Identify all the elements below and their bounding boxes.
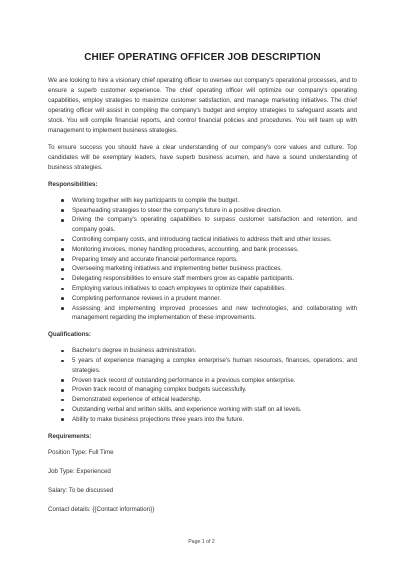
requirements-heading: Requirements:	[48, 432, 92, 440]
list-item: 5 years of experience managing a complex enterprise's human resources, finances, operations, and strategies.	[48, 356, 357, 376]
job-type: Job Type: Experienced	[48, 467, 111, 475]
list-item: Assessing and implementing improved processes and new technologies, and collaborating with management regarding the implementation of these improvements.	[48, 304, 357, 324]
qualifications-heading: Qualifications:	[48, 331, 91, 339]
list-item: Overseeing marketing initiatives and implementing better business practices.	[48, 264, 357, 274]
list-item: Proven track record of outstanding performance in a previous complex enterprise.	[48, 376, 357, 386]
list-item: Ability to make business projections three years into the future.	[48, 415, 357, 425]
list-item: Completing performance reviews in a prudent manner.	[48, 294, 357, 304]
intro-paragraph-1: We are looking to hire a visionary chief operating officer to oversee our company's operational processes, and to ensure a superb customer experience. The chief operating officer will optimize our company's operating capabilities, employ strategies to maximize customer satisfaction, and manage marketing initiatives. The chief operating officer will assist in compiling the company's budget and employ strategies to safeguard assets and stock. You will compile financial reports, and control financial policies and procedures. You will team up with management to implement business strategies.	[48, 77, 357, 135]
list-item: Delegating responsibilities to ensure staff members grow as capable participants.	[48, 274, 357, 284]
position-type: Position Type: Full Time	[48, 448, 114, 456]
intro-paragraph-2: To ensure success you should have a clear understanding of our company's core values and culture. Top candidates will be exemplary leaders, have superb business acumen, and have a sound understanding of business strategies.	[48, 143, 357, 171]
document-content	[48, 52, 357, 524]
list-item: Working together with key participants to compile the budget.	[48, 196, 357, 206]
contact-details: Contact details: {{Contact information}}	[48, 505, 155, 513]
responsibilities-heading: Responsibilities:	[48, 180, 98, 188]
list-item: Preparing timely and accurate financial performance reports.	[48, 255, 357, 265]
responsibilities-list	[48, 196, 357, 323]
qualifications-list	[48, 346, 357, 424]
list-item: Employing various initiatives to coach employees to optimize their capabilities.	[48, 284, 357, 294]
list-item: Demonstrated experience of ethical leadership.	[48, 395, 357, 405]
list-item: Driving the company's operating capabilities to surpass customer satisfaction and retention, and company goals.	[48, 215, 357, 235]
salary: Salary: To be discussed	[48, 486, 114, 494]
list-item: Monitoring invoices, money handling procedures, accounting, and bank processes.	[48, 245, 357, 255]
list-item: Bachelor's degree in business administration.	[48, 346, 357, 356]
page-title: CHIEF OPERATING OFFICER JOB DESCRIPTION	[84, 52, 321, 63]
list-item: Spearheading strategies to steer the company's future in a positive direction.	[48, 206, 357, 216]
list-item: Proven track record of managing complex budgets successfully.	[48, 385, 357, 395]
page-number: Page 1 of 2	[188, 539, 215, 545]
list-item: Controlling company costs, and introducing tactical initiatives to address theft and other losses.	[48, 235, 357, 245]
list-item: Outstanding verbal and written skills, and experience working with staff on all levels.	[48, 405, 357, 415]
